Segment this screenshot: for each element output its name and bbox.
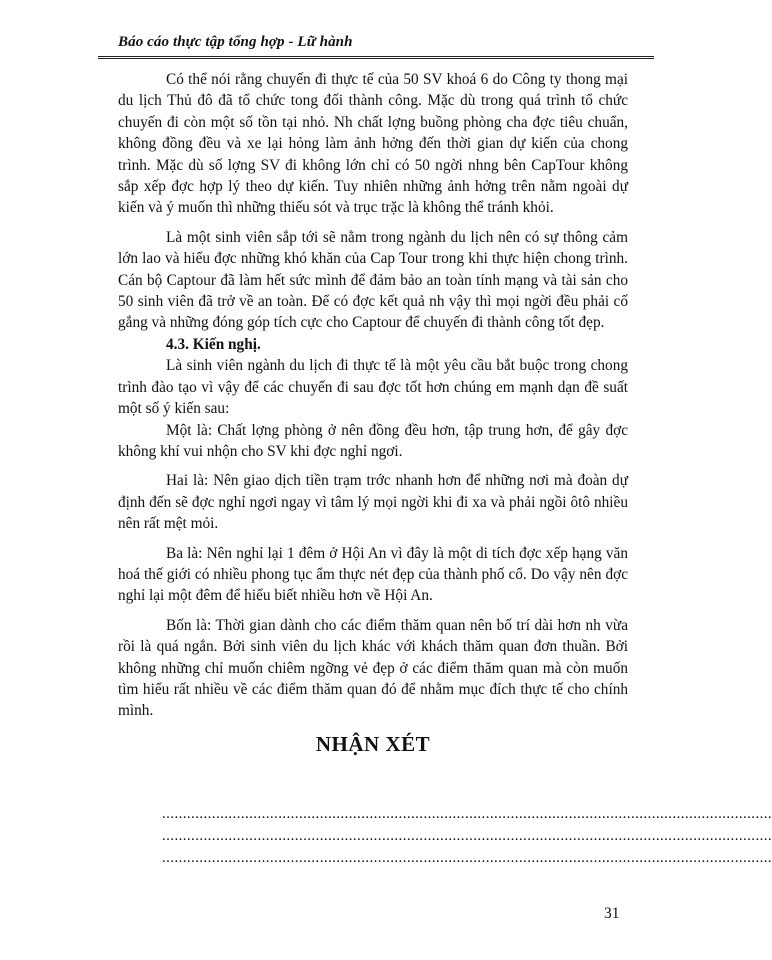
section-heading-recommendations: 4.3. Kiến nghị. (166, 335, 261, 353)
document-body (118, 69, 772, 869)
review-title: NHẬN XÉT (315, 731, 431, 756)
review-lines (118, 803, 772, 869)
paragraph-recommendation-4: Bốn là: Thời gian dành cho các điểm thăm quan nên bố trí dài hơn nh vừa rồi là quá ngắn. Bởi sinh viên du lịch khác với khách thăm quan đơn thuần. Bởi không những chỉ muốn chiêm ngỡng vẻ đẹp ở các điểm thăm quan mà còn muốn tìm hiểu rất nhiều về các điểm thăm quan đó để nhằm mục đích thực tế cho chính mình. (118, 616, 628, 720)
running-header (98, 25, 654, 59)
header-title: Báo cáo thực tập tổng hợp - Lữ hành (118, 34, 353, 50)
paragraph-conclusion-1: Có thể nói rằng chuyến đi thực tế của 50 SV khoá 6 do Công ty thong mại du lịch Thủ đô đã tổ chức tong đối thành công. Mặc dù trong quá trình tổ chức chuyến đi còn một số tồn tại nhỏ. Nh chất lợng buồng phòng cha đợc tiêu chuẩn, không đồng đều và xe lại hỏng làm ảnh hởng đến thời gian dự kiến của chong trình. Mặc dù số lợng SV đi không lớn chỉ có 50 ngời nhng bên CapTour không sắp xếp đợc hợp lý theo dự kiến. Tuy nhiên những ảnh hởng trên nằm ngoài dự kiến và ý muốn thì những thiếu sót và trục trặc là không thể tránh khỏi. (118, 71, 628, 217)
review-line-1: ................................................................................................................................................... (162, 806, 772, 823)
page-number: 31 (604, 905, 620, 922)
paragraph-conclusion-2: Là một sinh viên sắp tới sẽ nằm trong ngành du lịch nên có sự thông cảm lớn lao và hiểu đợc những khó khăn của Cap Tour trong khi thực hiện chong trình. Cán bộ Captour đã làm hết sức mình để đảm bảo an toàn tính mạng và tài sản cho 50 sinh viên đã trở về an toàn. Để có đợc kết quả nh vậy thì mọi ngời đều phải cố gắng và những đóng góp tích cực cho Captour để chuyến đi thành công tốt đẹp. (118, 228, 628, 332)
review-line-3: ................................................................................................................................................... (162, 850, 772, 867)
paragraph-recommendation-1: Một là: Chất lợng phòng ở nên đồng đều hơn, tập trung hơn, để gây đợc không khí vui nhộn cho SV khi đợc nghỉ ngơi. (118, 421, 628, 460)
review-line-2: ................................................................................................................................................... (162, 828, 772, 845)
paragraph-recommendation-intro: Là sinh viên ngành du lịch đi thực tế là một yêu cầu bắt buộc trong chong trình đào tạo vì vậy để các chuyến đi sau đợc tốt hơn chúng em mạnh dạn đề suất một số ý kiến sau: (118, 357, 628, 418)
paragraph-recommendation-3: Ba là: Nên nghỉ lại 1 đêm ở Hội An vì đây là một di tích đợc xếp hạng văn hoá thế giới có nhiều phong tục ẩm thực nét đẹp của thành phố cổ. Do vậy nên đợc nghỉ lại một đêm để hiểu biết nhiều hơn về Hội An. (118, 544, 628, 605)
paragraph-recommendation-2: Hai là: Nên giao dịch tiền trạm trớc nhanh hơn để những nơi mà đoàn dự định đến sẽ đợc nghỉ ngơi ngay vì tâm lý mọi ngời khi đi xa và phải ngồi ôtô nhiều nên rất mệt mỏi. (118, 472, 628, 533)
document-page (98, 25, 772, 930)
